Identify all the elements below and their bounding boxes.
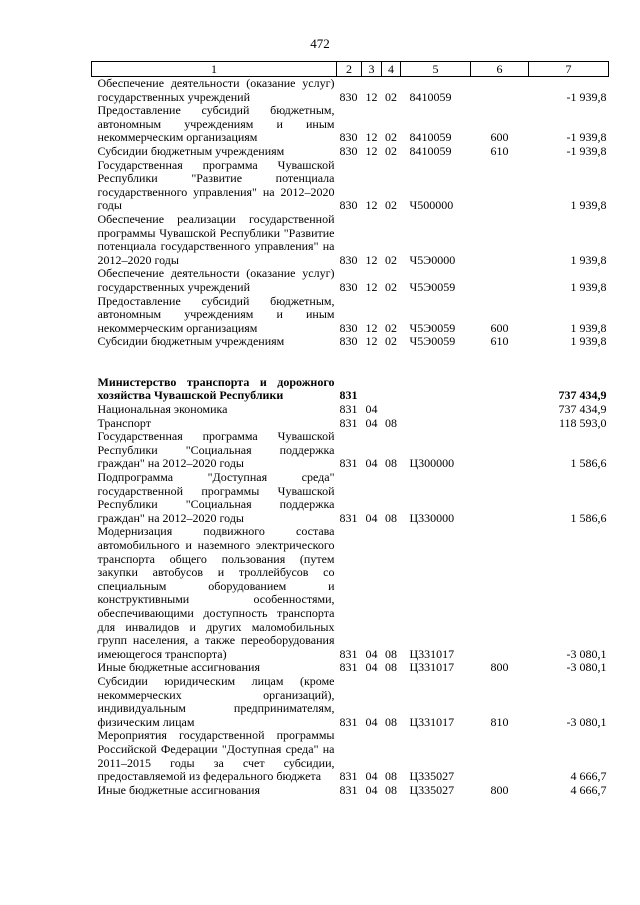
row-chapter-code: 831 (339, 714, 358, 729)
table-row (92, 77, 609, 105)
row-chapter-code: 831 (339, 510, 358, 525)
row-section-code (362, 376, 382, 403)
row-subsection-code (382, 403, 401, 417)
row-chapter-code: 831 (339, 456, 358, 471)
row-name: Обеспечение реализации государственной программы Чувашской Республики "Развитие потенциала государственного управления" на 2012–2020 годы (97, 211, 335, 267)
row-chapter-code: 830 (339, 130, 358, 145)
row-amount: 1 586,6 (570, 510, 607, 525)
row-subsection-code (382, 376, 401, 403)
row-amount: -3 080,1 (566, 660, 607, 675)
row-expense-type (471, 213, 529, 267)
row-name: Предоставление субсидий бюджетным, автономным учреждениям и иным некоммерческим организациям (97, 293, 335, 335)
row-section-code: 12 (365, 320, 378, 335)
table-row (92, 675, 609, 729)
row-chapter-code: 831 (339, 782, 358, 797)
row-name: Субсидии юридическим лицам (кроме некоммерческих организаций), индивидуальным предпринимателям, физическим лицам (97, 673, 335, 729)
row-section-code: 04 (365, 415, 378, 430)
row-section-code: 12 (365, 89, 378, 104)
row-target-article: Ц335027 (409, 782, 455, 797)
row-name: Государственная программа Чувашской Республики "Социальная поддержка граждан" на 2012–2020 годы (97, 429, 335, 471)
row-expense-type (471, 159, 529, 213)
row-subsection-code: 08 (385, 782, 397, 797)
row-name: Иные бюджетные ассигнования (97, 660, 260, 675)
row-target-article: Ц335027 (409, 769, 455, 784)
row-subsection-code: 08 (385, 660, 397, 675)
row-amount: 737 434,9 (558, 402, 607, 417)
row-name: Обеспечение деятельности (оказание услуг) государственных учреждений (97, 76, 335, 104)
row-section-code: 04 (365, 456, 378, 471)
row-subsection-code: 08 (385, 415, 397, 430)
row-target-article: 8410059 (409, 143, 452, 158)
row-section-code: 04 (365, 769, 378, 784)
row-subsection-code: 02 (385, 130, 397, 145)
table-row (92, 145, 609, 159)
row-chapter-code: 830 (339, 279, 358, 294)
row-chapter-code: 830 (339, 252, 358, 267)
row-name: Обеспечение деятельности (оказание услуг) государственных учреждений (97, 266, 335, 294)
row-section-code: 12 (365, 130, 378, 145)
row-chapter-code: 830 (339, 89, 358, 104)
row-amount: -1 939,8 (566, 143, 607, 158)
row-section-code: 12 (365, 198, 378, 213)
table-header (92, 62, 609, 77)
row-amount: 1 939,8 (570, 334, 607, 349)
row-name: Модернизация подвижного состава автомобильного и наземного электрического транспорта общего пользования (путем закупки автобусов и троллейбусов со специальным оборудованием и конструктивными особенностями, обеспечивающими доступность транспорта для инвалидов и других маломобильных групп населения, а также переоборудования имеющегося транспорта) (97, 524, 335, 661)
row-chapter-code: 831 (339, 769, 358, 784)
row-expense-type (471, 471, 529, 525)
row-name: Государственная программа Чувашской Республики "Развитие потенциала государственного управления" на 2012–2020 годы (97, 157, 335, 213)
row-amount: 737 434,9 (558, 388, 607, 403)
row-subsection-code: 08 (385, 510, 397, 525)
row-section-code: 12 (365, 334, 378, 349)
row-amount: 118 593,0 (558, 415, 607, 430)
table-spacer-row (92, 349, 609, 376)
page-number: 472 (310, 36, 330, 51)
row-name: Субсидии бюджетным учреждениям (97, 143, 285, 158)
row-target-article: Ц331017 (409, 714, 455, 729)
row-name: Транспорт (97, 415, 151, 430)
row-subsection-code: 02 (385, 198, 397, 213)
table-row (92, 104, 609, 145)
row-target-article: 8410059 (409, 130, 452, 145)
row-section-code: 04 (365, 782, 378, 797)
header-col-1: 1 (92, 62, 337, 77)
row-chapter-code: 830 (339, 198, 358, 213)
row-name: Национальная экономика (97, 402, 228, 417)
row-expense-type (471, 525, 529, 661)
header-col-7: 7 (529, 62, 609, 77)
row-target-article: Ч5Э0059 (409, 320, 456, 335)
row-expense-type (471, 77, 529, 105)
row-expense-type: 810 (490, 714, 509, 729)
row-name: Министерство транспорта и дорожного хозяйства Чувашской Республики (97, 374, 335, 403)
row-subsection-code: 02 (385, 252, 397, 267)
row-target-article: Ч5Э0059 (409, 334, 456, 349)
table-body (92, 77, 609, 798)
row-section-code: 04 (365, 402, 378, 417)
row-amount: 1 939,8 (570, 279, 607, 294)
row-chapter-code: 831 (339, 388, 358, 403)
table-row (92, 213, 609, 267)
row-subsection-code: 02 (385, 143, 397, 158)
table-row (92, 403, 609, 417)
row-target-article: Ч5Э0000 (409, 252, 456, 267)
row-section-code: 04 (365, 660, 378, 675)
row-target-article: Ч5Э0059 (409, 279, 456, 294)
row-subsection-code: 08 (385, 456, 397, 471)
row-subsection-code: 08 (385, 714, 397, 729)
budget-table (91, 61, 609, 797)
row-subsection-code: 02 (385, 279, 397, 294)
row-name: Иные бюджетные ассигнования (97, 782, 260, 797)
row-expense-type (471, 430, 529, 471)
header-col-3: 3 (362, 62, 382, 77)
row-amount: -1 939,8 (566, 89, 607, 104)
row-expense-type: 800 (490, 782, 509, 797)
row-name: Мероприятия государственной программы Российской Федерации "Доступная среда" на 2011–2015 годы за счет субсидии, предоставляемой из федерального бюджета (97, 728, 335, 784)
row-target-article: Ц300000 (409, 456, 455, 471)
row-expense-type (471, 729, 529, 783)
row-section-code: 12 (365, 279, 378, 294)
header-col-6: 6 (471, 62, 529, 77)
row-expense-type: 600 (490, 320, 509, 335)
row-name: Субсидии бюджетным учреждениям (97, 334, 285, 349)
table-row (92, 417, 609, 431)
row-subsection-code: 02 (385, 334, 397, 349)
row-target-article (401, 417, 471, 431)
table-row (92, 661, 609, 675)
header-col-4: 4 (382, 62, 401, 77)
row-chapter-code: 831 (339, 646, 358, 661)
row-subsection-code: 08 (385, 769, 397, 784)
table-row (92, 525, 609, 661)
row-expense-type: 600 (490, 130, 509, 145)
row-expense-type (471, 376, 529, 403)
row-amount: 1 939,8 (570, 198, 607, 213)
row-target-article: Ц331017 (409, 646, 455, 661)
row-expense-type (471, 417, 529, 431)
row-chapter-code: 830 (339, 143, 358, 158)
row-amount: 1 586,6 (570, 456, 607, 471)
row-chapter-code: 831 (339, 402, 358, 417)
row-amount: -3 080,1 (566, 646, 607, 661)
row-subsection-code: 08 (385, 646, 397, 661)
row-target-article: Ц331017 (409, 660, 455, 675)
row-expense-type: 610 (490, 334, 509, 349)
row-section-code: 04 (365, 646, 378, 661)
row-amount: 4 666,7 (570, 782, 607, 797)
row-target-article: Ч500000 (409, 198, 454, 213)
row-expense-type: 610 (490, 143, 509, 158)
row-section-code: 04 (365, 510, 378, 525)
row-amount: 1 939,8 (570, 252, 607, 267)
header-col-2: 2 (337, 62, 362, 77)
table-row (92, 729, 609, 783)
row-amount: -1 939,8 (566, 130, 607, 145)
table-row (92, 430, 609, 471)
row-section-code: 12 (365, 252, 378, 267)
row-amount: 4 666,7 (570, 769, 607, 784)
spacer-cell (92, 349, 609, 376)
row-subsection-code: 02 (385, 320, 397, 335)
table-row (92, 784, 609, 798)
row-section-code: 04 (365, 714, 378, 729)
row-section-code: 12 (365, 143, 378, 158)
row-subsection-code: 02 (385, 89, 397, 104)
row-chapter-code: 831 (339, 660, 358, 675)
table-row (92, 471, 609, 525)
row-target-article (401, 403, 471, 417)
table-row (92, 376, 609, 403)
header-col-5: 5 (401, 62, 471, 77)
row-target-article: 8410059 (409, 89, 452, 104)
row-name: Подпрограмма "Доступная среда" государственной программы Чувашской Республики "Социальная поддержка граждан" на 2012–2020 годы (97, 470, 335, 525)
table-row (92, 335, 609, 349)
row-amount: 1 939,8 (570, 320, 607, 335)
table-row (92, 159, 609, 213)
row-amount: -3 080,1 (566, 714, 607, 729)
row-chapter-code: 830 (339, 334, 358, 349)
row-chapter-code: 831 (339, 415, 358, 430)
table-row (92, 295, 609, 336)
header-row (92, 62, 609, 77)
row-name: Предоставление субсидий бюджетным, автономным учреждениям и иным некоммерческим организациям (97, 103, 335, 145)
row-target-article: Ц330000 (409, 510, 455, 525)
row-chapter-code: 830 (339, 320, 358, 335)
table-row (92, 267, 609, 294)
row-target-article (401, 376, 471, 403)
row-expense-type: 800 (490, 660, 509, 675)
row-expense-type (471, 403, 529, 417)
row-expense-type (471, 267, 529, 294)
